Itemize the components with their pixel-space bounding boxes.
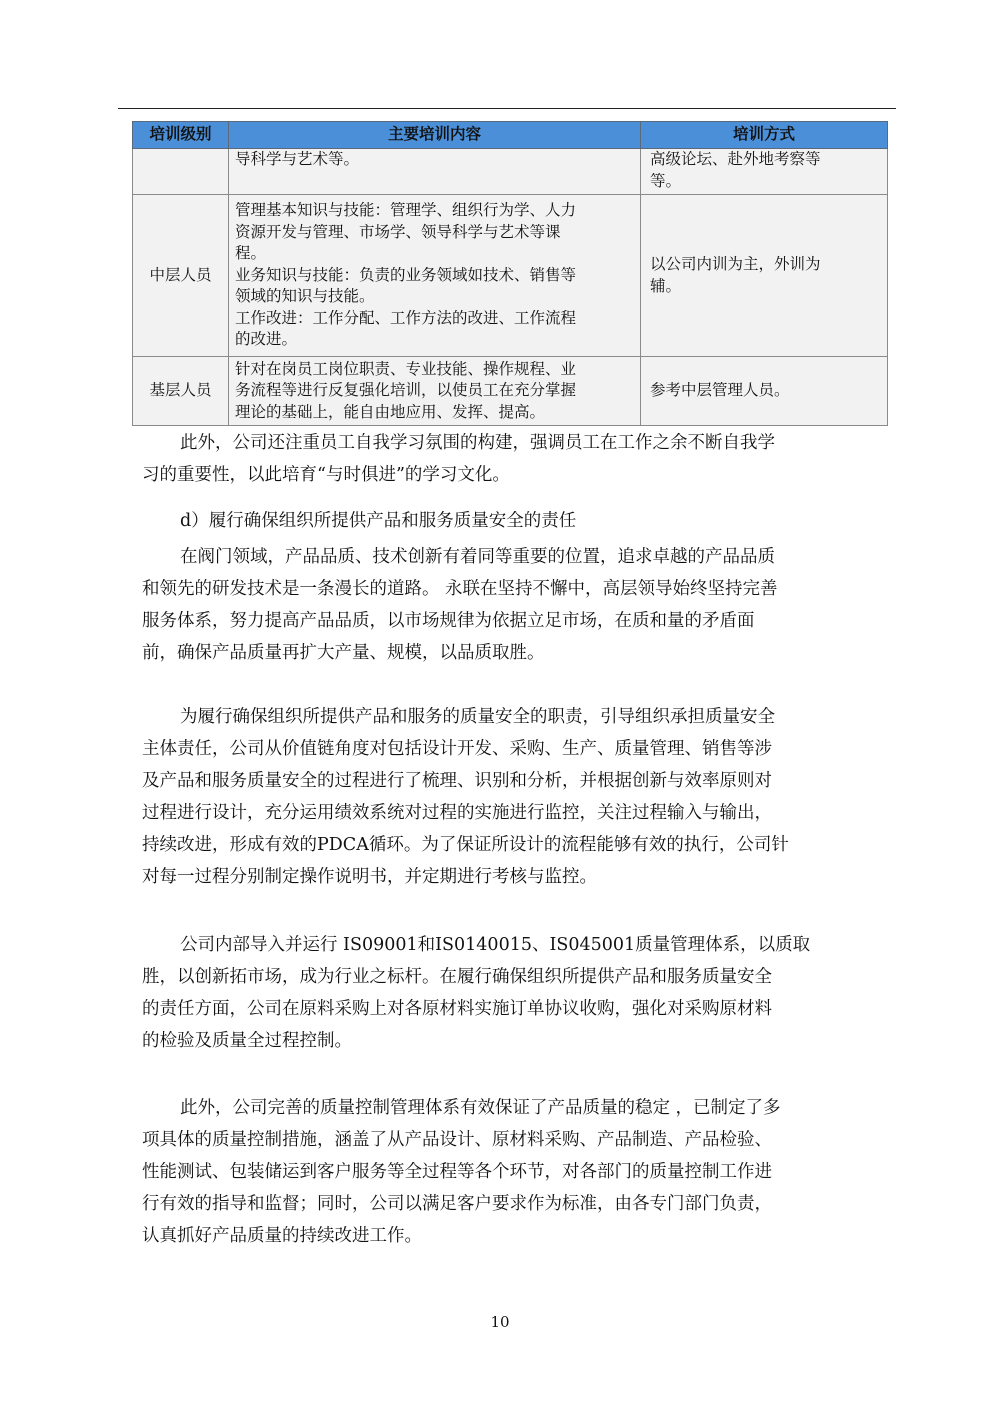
paragraph-line: 持续改进，形成有效的PDCA循环。为了保证所设计的流程能够有效的执行，公司针 — [142, 835, 789, 855]
page-number: 10 — [490, 1313, 510, 1331]
paragraph-line: 为履行确保组织所提供产品和服务的质量安全的职责，引导组织承担质量安全 — [180, 707, 775, 727]
paragraph-line: 此外，公司完善的质量控制管理体系有效保证了产品质量的稳定 ，已制定了多 — [180, 1098, 781, 1118]
table-row — [133, 195, 888, 357]
paragraph-line: 行有效的指导和监督；同时，公司以满足客户要求作为标准，由各专门部门负责， — [142, 1194, 772, 1214]
paragraph-line: 认真抓好产品质量的持续改进工作。 — [142, 1226, 422, 1246]
method-line: 辅。 — [650, 276, 682, 295]
row-content — [229, 357, 641, 426]
content-line: 程。 — [235, 244, 267, 263]
body-paragraph — [142, 541, 872, 669]
content-line: 理论的基础上，能自由地应用、发挥、提高。 — [235, 402, 546, 421]
content-line: 务流程等进行反复强化培训，以使员工在充分掌握 — [235, 381, 577, 400]
header-rule — [118, 108, 896, 109]
section-heading — [142, 505, 872, 537]
training-table — [132, 121, 888, 426]
paragraph-line: 习的重要性，以此培育“与时俱进”的学习文化。 — [142, 465, 510, 485]
row-method — [641, 357, 888, 426]
method-line: 等。 — [650, 171, 682, 190]
row-content — [229, 195, 641, 357]
body-paragraph — [142, 929, 872, 1057]
row-method — [641, 195, 888, 357]
paragraph-line: 服务体系，努力提高产品品质，以市场规律为依据立足市场，在质和量的矛盾面 — [142, 611, 755, 631]
paragraph-line: 公司内部导入并运行 IS09001和IS0140015、IS045001质量管理体系，以质取 — [180, 935, 811, 955]
row-level: 中层人员 — [133, 195, 229, 357]
content-line: 业务知识与技能：负责的业务领域如技术、销售等 — [235, 265, 577, 284]
method-line: 以公司内训为主，外训为 — [650, 255, 821, 273]
header-training-content: 主要培训内容 — [229, 122, 641, 149]
paragraph-line: 和领先的研发技术是一条漫长的道路。 永联在坚持不懈中，高层领导始终坚持完善 — [142, 579, 778, 599]
paragraph-line: 前，确保产品质量再扩大产量、规模，以品质取胜。 — [142, 643, 545, 663]
body-paragraph — [142, 427, 872, 491]
table-header-row — [133, 122, 888, 149]
method-line: 高级论坛、赴外地考察等 — [650, 150, 821, 168]
content-line: 工作改进：工作分配、工作方法的改进、工作流程 — [235, 308, 577, 327]
header-training-level: 培训级别 — [133, 122, 229, 149]
row-method — [641, 149, 888, 195]
table-row — [133, 149, 888, 195]
paragraph-line: 胜，以创新拓市场，成为行业之标杆。在履行确保组织所提供产品和服务质量安全 — [142, 967, 772, 987]
paragraph-line: 在阀门领域，产品品质、技术创新有着同等重要的位置，追求卓越的产品品质 — [180, 547, 775, 567]
method-line: 参考中层管理人员。 — [650, 381, 790, 400]
paragraph-line: 的责任方面，公司在原料采购上对各原材料实施订单协议收购，强化对采购原材料 — [142, 999, 772, 1019]
paragraph-line: d）履行确保组织所提供产品和服务质量安全的责任 — [180, 511, 577, 531]
row-level: 基层人员 — [133, 357, 229, 426]
paragraph-line: 主体责任，公司从价值链角度对包括设计开发、采购、生产、质量管理、销售等涉 — [142, 739, 772, 759]
row-content — [229, 149, 641, 195]
paragraph-line: 对每一过程分别制定操作说明书，并定期进行考核与监控。 — [142, 867, 597, 887]
body-paragraph — [142, 701, 872, 893]
content-line: 管理基本知识与技能：管理学、组织行为学、人力 — [235, 201, 577, 220]
paragraph-line: 及产品和服务质量安全的过程进行了梳理、识别和分析，并根据创新与效率原则对 — [142, 771, 772, 791]
table-row — [133, 357, 888, 426]
content-line: 领域的知识与技能。 — [235, 287, 375, 306]
paragraph-line: 过程进行设计，充分运用绩效系统对过程的实施进行监控，关注过程输入与输出， — [142, 803, 772, 823]
content-line: 导科学与艺术等。 — [235, 150, 360, 168]
paragraph-line: 项具体的质量控制措施，涵盖了从产品设计、原材料采购、产品制造、产品检验、 — [142, 1130, 772, 1150]
header-training-method: 培训方式 — [641, 122, 888, 149]
body-paragraph — [142, 1092, 872, 1252]
paragraph-line: 性能测试、包装储运到客户服务等全过程等各个环节，对各部门的质量控制工作进 — [142, 1162, 772, 1182]
paragraph-line: 此外，公司还注重员工自我学习氛围的构建，强调员工在工作之余不断自我学 — [180, 433, 775, 453]
row-level — [133, 149, 229, 195]
content-line: 针对在岗员工岗位职责、专业技能、操作规程、业 — [235, 359, 577, 378]
content-line: 资源开发与管理、市场学、领导科学与艺术等课 — [235, 222, 561, 241]
content-line: 的改进。 — [235, 330, 298, 349]
paragraph-line: 的检验及质量全过程控制。 — [142, 1031, 352, 1051]
